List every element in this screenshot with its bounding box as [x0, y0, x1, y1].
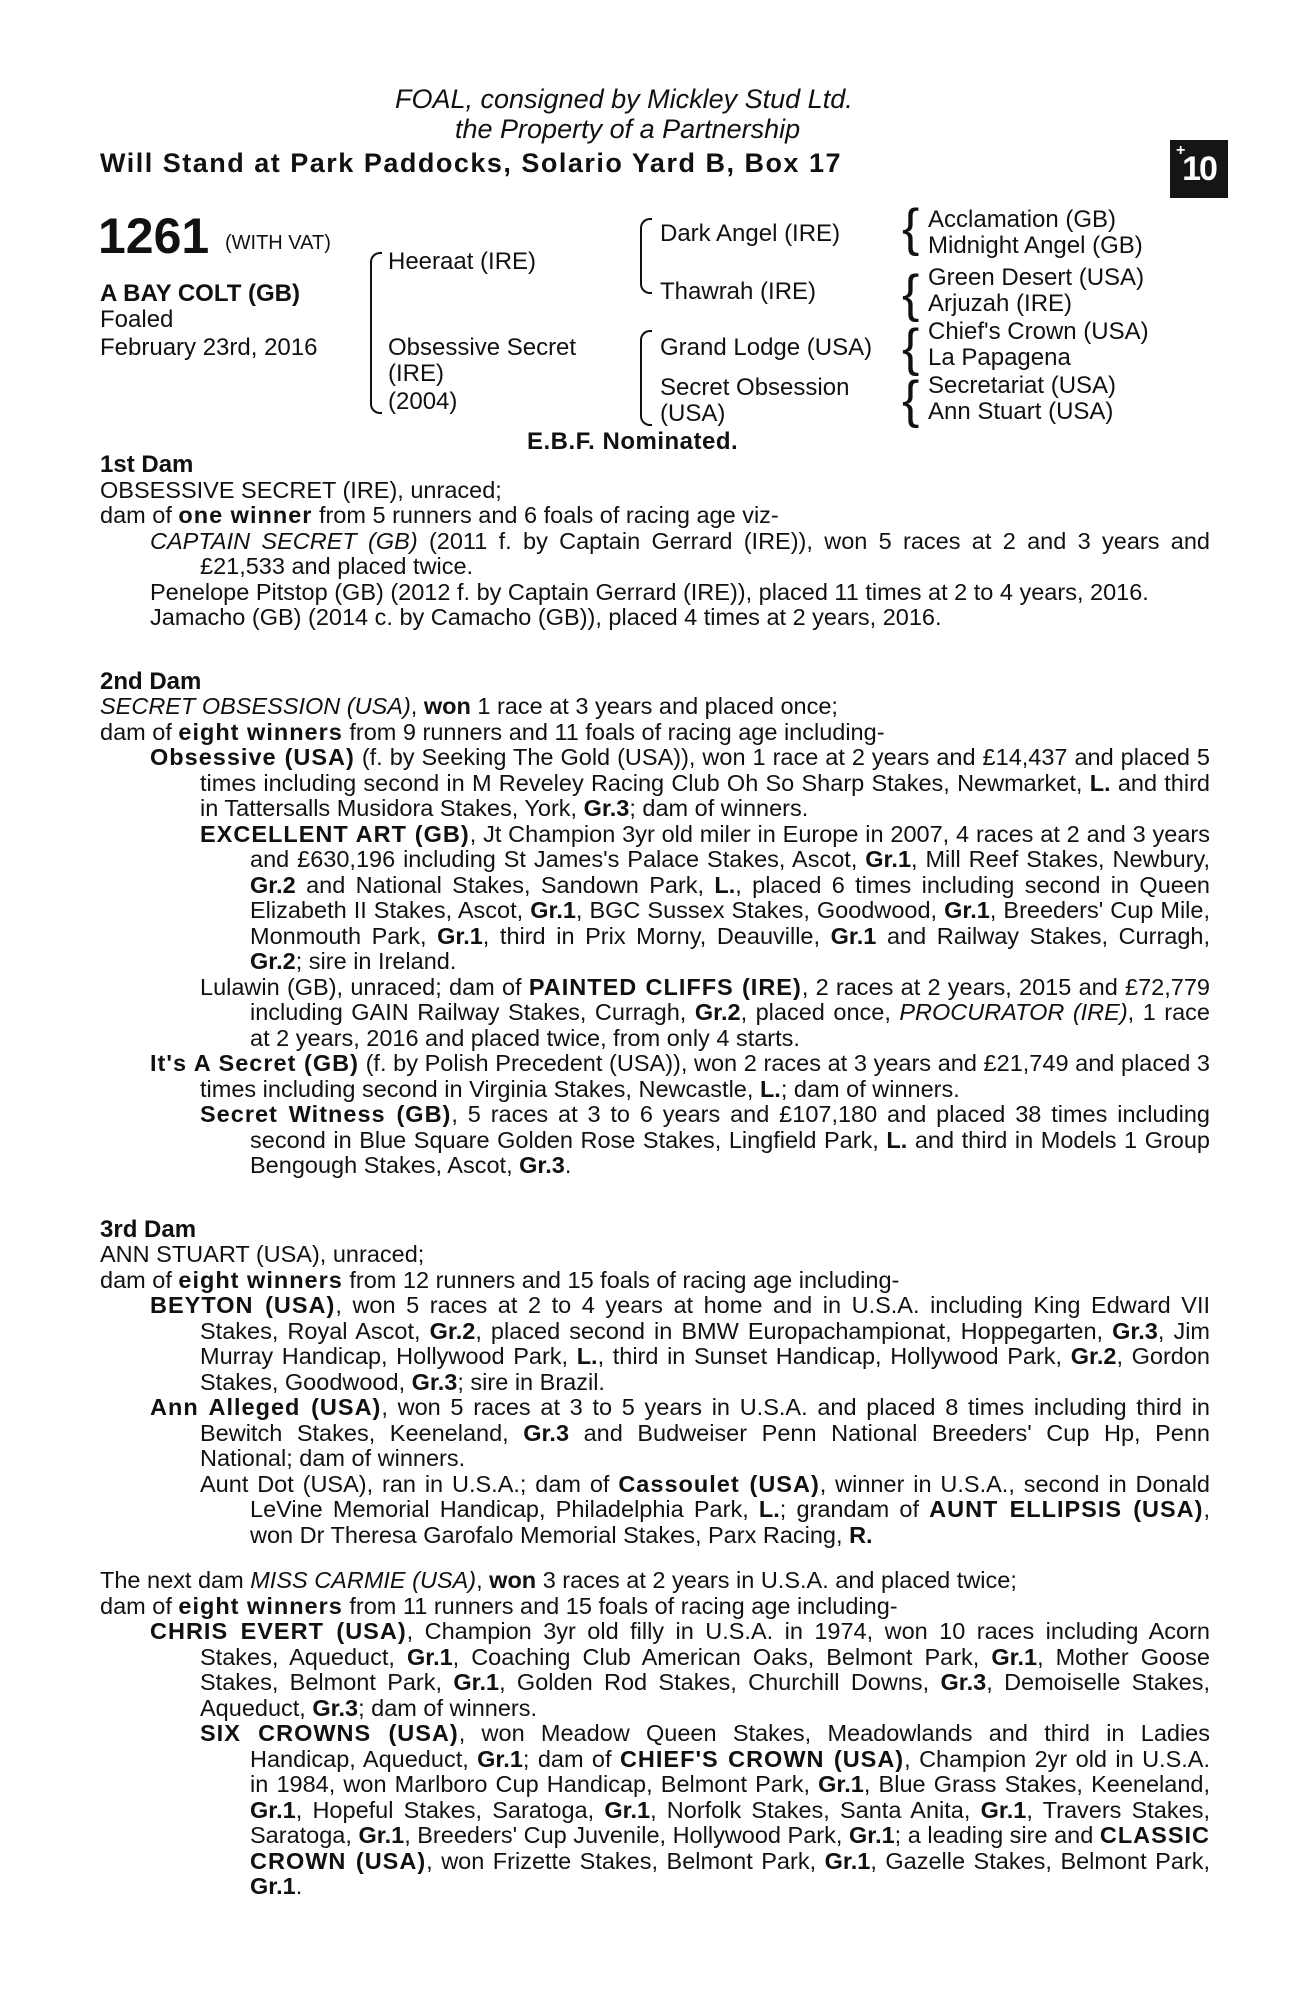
foaled-label: Foaled: [100, 306, 174, 333]
second-dam-title: 2nd Dam: [100, 667, 202, 695]
badge-mark: +: [1176, 142, 1184, 159]
consignor-line: FOAL, consigned by Mickley Stud Ltd.: [395, 84, 853, 114]
sire-bracket-lower: [640, 256, 652, 294]
sire: Heeraat (IRE): [388, 248, 537, 275]
progeny-aunt-dot: Aunt Dot (USA), ran in U.S.A.; dam of Cassoulet (USA), winner in U.S.A., second in Donald LeVine Memorial Handicap, Philadelphia Park, L.; grandam of AUNT ELLIPSIS (USA), won Dr Theresa Garofalo Memorial Stakes, Parx Racing, R.: [200, 1470, 1210, 1548]
gp-brace-1: {: [902, 199, 920, 257]
gp-brace-2: {: [902, 265, 920, 323]
second-dam-record: dam of eight winners from 9 runners and 11 foals of racing age including-: [100, 718, 885, 745]
badge-number: 10: [1182, 149, 1216, 188]
dam-line-1: Obsessive Secret: [388, 334, 577, 361]
dam-line-3: (2004): [388, 388, 458, 415]
next-dam-line: The next dam MISS CARMIE (USA), won 3 races at 2 years in U.S.A. and placed twice;: [100, 1567, 1017, 1593]
grandparent-8: Ann Stuart (USA): [928, 398, 1114, 425]
progeny-penelope-pitstop: Penelope Pitstop (GB) (2012 f. by Captain Gerrard (IRE)), placed 11 times at 2 to 4 years, 2016.: [150, 578, 1149, 605]
dam-sire: Grand Lodge (USA): [660, 334, 873, 361]
dam-dam-line-2: (USA): [660, 400, 726, 427]
pedigree-bracket-lower: [370, 330, 382, 414]
foaled-date: February 23rd, 2016: [100, 334, 318, 361]
next-dam-record: dam of eight winners from 11 runners and 15 foals of racing age including-: [100, 1592, 898, 1619]
progeny-obsessive: Obsessive (USA) (f. by Seeking The Gold (USA)), won 1 race at 2 years and £14,437 and placed 5 times including second in M Reveley Racing Club Oh So Sharp Stakes, Newmarket, L. and third in Tattersalls Musidora Stakes, York, Gr.3; dam of winners.: [150, 744, 1210, 821]
grandparent-5: Chief's Crown (USA): [928, 318, 1149, 345]
progeny-secret-witness: Secret Witness (GB), 5 races at 3 to 6 years and £107,180 and placed 38 times including second in Blue Square Golden Rose Stakes, Lingfield Park, L. and third in Models 1 Group Bengough Stakes, Ascot, Gr.3.: [200, 1101, 1211, 1178]
progeny-chris-evert: CHRIS EVERT (USA), Champion 3yr old filly in U.S.A. in 1974, won 10 races including Acorn Stakes, Aqueduct, Gr.1, Coaching Club American Oaks, Belmont Park, Gr.1, Mother Goose Stakes, Belmont Park, Gr.1, Golden Rod Stakes, Churchill Downs, Gr.3, Demoiselle Stakes, Aqueduct, Gr.3; dam of winners.: [150, 1618, 1210, 1721]
grandparent-4: Arjuzah (IRE): [928, 290, 1073, 317]
ebf-nominated: E.B.F. Nominated.: [527, 428, 739, 455]
vat-label: (WITH VAT): [225, 232, 331, 254]
pedigree-bracket-upper: [370, 252, 382, 334]
progeny-ann-alleged: Ann Alleged (USA), won 5 races at 3 to 5 years in U.S.A. and placed 8 times including third in Bewitch Stakes, Keeneland, Gr.3 and Budweiser Penn National Breeders' Cup Hp, Penn National; dam of winners.: [150, 1394, 1211, 1471]
gp-brace-4: {: [902, 371, 920, 429]
grandparent-2: Midnight Angel (GB): [928, 232, 1143, 259]
dam-dam-line-1: Secret Obsession: [660, 374, 850, 401]
third-dam-line: ANN STUART (USA), unraced;: [100, 1241, 425, 1267]
second-dam-line: SECRET OBSESSION (USA), won 1 race at 3 years and placed once;: [100, 693, 838, 719]
sire-dam: Thawrah (IRE): [660, 278, 817, 305]
sire-sire: Dark Angel (IRE): [660, 220, 841, 247]
page-badge: [1170, 140, 1228, 198]
progeny-jamacho: Jamacho (GB) (2014 c. by Camacho (GB)), placed 4 times at 2 years, 2016.: [150, 604, 942, 630]
lot-description: A BAY COLT (GB): [100, 280, 301, 307]
third-dam-title: 3rd Dam: [100, 1215, 197, 1243]
first-dam-title: 1st Dam: [100, 451, 194, 478]
third-dam-record: dam of eight winners from 12 runners and 15 foals of racing age including-: [100, 1266, 900, 1293]
progeny-its-a-secret: It's A Secret (GB) (f. by Polish Precedent (USA)), won 2 races at 3 years and £21,749 and placed 3 times including second in Virginia Stakes, Newcastle, L.; dam of winners.: [150, 1050, 1210, 1102]
grandparent-6: La Papagena: [928, 344, 1071, 371]
progeny-excellent-art: EXCELLENT ART (GB), Jt Champion 3yr old miler in Europe in 2007, 4 races at 2 and 3 years and £630,196 including St James's Palace Stakes, Ascot, Gr.1, Mill Reef Stakes, Newbury, Gr.2 and National Stakes, Sandown Park, L., placed 6 times including second in Queen Elizabeth II Stakes, Ascot, Gr.1, BGC Sussex Stakes, Goodwood, Gr.1, Breeders' Cup Mile, Monmouth Park, Gr.1, third in Prix Morny, Deauville, Gr.1 and Railway Stakes, Curragh, Gr.2; sire in Ireland.: [200, 820, 1211, 974]
first-dam-record: dam of one winner from 5 runners and 6 foals of racing age viz-: [100, 502, 779, 528]
dam-line-2: (IRE): [388, 360, 444, 387]
progeny-six-crowns: SIX CROWNS (USA), won Meadow Queen Stakes, Meadowlands and third in Ladies Handicap, Aqueduct, Gr.1; dam of CHIEF'S CROWN (USA), Champion 2yr old in U.S.A. in 1984, won Marlboro Cup Handicap, Belmont Park, Gr.1, Blue Grass Stakes, Keeneland, Gr.1, Hopeful Stakes, Saratoga, Gr.1, Norfolk Stakes, Santa Anita, Gr.1, Travers Stakes, Saratoga, Gr.1, Breeders' Cup Juvenile, Hollywood Park, Gr.1; a leading sire and CLASSIC CROWN (USA), won Frizette Stakes, Belmont Park, Gr.1, Gazelle Stakes, Belmont Park, Gr.1.: [200, 1720, 1211, 1899]
grandparent-3: Green Desert (USA): [928, 264, 1145, 291]
lot-number: 1261: [98, 208, 210, 264]
dam-bracket-lower: [640, 370, 652, 426]
gp-brace-3: {: [902, 319, 920, 377]
progeny-lulawin: Lulawin (GB), unraced; dam of PAINTED CLIFFS (IRE), 2 races at 2 years, 2015 and £72,779 including GAIN Railway Stakes, Curragh, Gr.2, placed once, PROCURATOR (IRE), 1 race at 2 years, 2016 and placed twice, from only 4 starts.: [200, 973, 1211, 1051]
grandparent-1: Acclamation (GB): [928, 206, 1117, 233]
pedigree-notes: [100, 452, 1210, 1900]
grandparent-7: Secretariat (USA): [928, 372, 1117, 399]
property-line: the Property of a Partnership: [455, 114, 801, 144]
progeny-captain-secret: CAPTAIN SECRET (GB) (2011 f. by Captain Gerrard (IRE)), won 5 races at 2 and 3 years and £21,533 and placed twice.: [150, 527, 1210, 579]
dam-bracket-upper: [640, 330, 652, 374]
sire-bracket-upper: [640, 218, 652, 260]
stand-location: Will Stand at Park Paddocks, Solario Yard B, Box 17: [100, 148, 842, 178]
progeny-beyton: BEYTON (USA), won 5 races at 2 to 4 years at home and in U.S.A. including King Edward VII Stakes, Royal Ascot, Gr.2, placed second in BMW Europachampionat, Hoppegarten, Gr.3, Jim Murray Handicap, Hollywood Park, L., third in Sunset Handicap, Hollywood Park, Gr.2, Gordon Stakes, Goodwood, Gr.3; sire in Brazil.: [150, 1292, 1211, 1395]
first-dam-line: OBSESSIVE SECRET (IRE), unraced;: [100, 476, 502, 503]
